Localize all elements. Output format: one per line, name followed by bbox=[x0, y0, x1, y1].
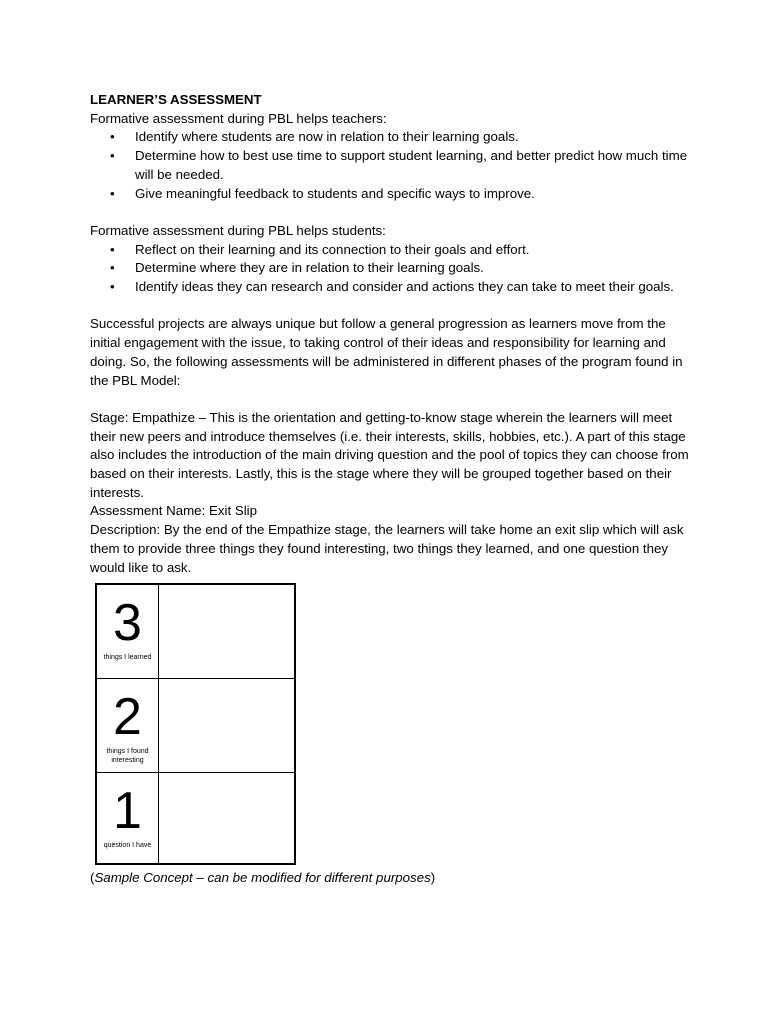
students-bullet-list bbox=[90, 241, 690, 297]
caption-close-paren: ) bbox=[430, 870, 436, 886]
exit-slip-caption: things I found interesting bbox=[106, 748, 149, 765]
list-item bbox=[90, 278, 690, 297]
list-item bbox=[90, 128, 690, 147]
list-item-text: Reflect on their learning and its connection to their goals and effort. bbox=[135, 241, 530, 257]
exit-slip-answer-cell bbox=[159, 773, 294, 863]
teachers-bullet-list bbox=[90, 128, 690, 203]
list-item-text: Identify where students are now in relation to their learning goals. bbox=[135, 129, 519, 145]
exit-slip-answer-cell bbox=[159, 585, 294, 678]
list-item-text: Determine where they are in relation to their learning goals. bbox=[135, 260, 484, 276]
bullet-icon: • bbox=[110, 260, 115, 276]
exit-slip-row bbox=[97, 585, 294, 679]
bullet-icon: • bbox=[110, 241, 115, 257]
assessment-description: Description: By the end of the Empathize stage, the learners will take home an exit slip which will ask them to provide three things they found interesting, two things they learned, and one question they would like to ask. bbox=[90, 522, 684, 575]
list-item bbox=[90, 147, 690, 184]
students-intro: Formative assessment during PBL helps students: bbox=[90, 222, 386, 238]
bullet-icon: • bbox=[110, 185, 115, 201]
exit-slip-number: 2 bbox=[113, 688, 142, 747]
exit-slip-caption: things I learned bbox=[103, 654, 152, 662]
spacer bbox=[90, 390, 690, 409]
exit-slip-row bbox=[97, 679, 294, 773]
list-item bbox=[90, 259, 690, 278]
exit-slip-label-cell bbox=[97, 773, 159, 863]
caption-open-paren: ( bbox=[90, 870, 95, 886]
list-item bbox=[90, 185, 690, 204]
figure-caption bbox=[90, 869, 690, 888]
exit-slip-table bbox=[95, 583, 296, 865]
exit-slip-number: 1 bbox=[113, 782, 142, 841]
bullet-icon: • bbox=[110, 279, 115, 295]
exit-slip-row bbox=[97, 773, 294, 863]
section-heading: LEARNER’S ASSESSMENT bbox=[90, 92, 262, 107]
spacer bbox=[90, 297, 690, 316]
list-item-text: Determine how to best use time to support student learning, and better predict how much time will be needed. bbox=[135, 148, 688, 182]
assessment-name: Assessment Name: Exit Slip bbox=[90, 503, 258, 519]
teachers-intro: Formative assessment during PBL helps teachers: bbox=[90, 110, 387, 126]
document-page bbox=[90, 91, 690, 888]
list-item-text: Give meaningful feedback to students and specific ways to improve. bbox=[135, 185, 535, 201]
exit-slip-number: 3 bbox=[113, 594, 142, 653]
exit-slip-caption: question I have bbox=[103, 842, 152, 850]
spacer bbox=[90, 203, 690, 222]
exit-slip-answer-cell bbox=[159, 679, 294, 772]
exit-slip-label-cell bbox=[97, 585, 159, 678]
stage-paragraph: Stage: Empathize – This is the orientation and getting-to-know stage wherein the learners will meet their new peers and introduce themselves (i.e. their interests, skills, hobbies, etc.). A part of this stage also includes the introduction of the main driving question and the pool of topics they can choose from based on their interests. Lastly, this is the stage where they will be grouped together based on their interests. bbox=[90, 409, 689, 500]
progression-paragraph: Successful projects are always unique but follow a general progression as learners move from the initial engagement with the issue, to taking control of their ideas and responsibility for learning and doing. So, the following assessments will be administered in different phases of the program found in the PBL Model: bbox=[90, 316, 683, 388]
bullet-icon: • bbox=[110, 148, 115, 164]
bullet-icon: • bbox=[110, 129, 115, 145]
list-item bbox=[90, 241, 690, 260]
caption-text: Sample Concept – can be modified for different purposes bbox=[94, 870, 431, 886]
list-item-text: Identify ideas they can research and consider and actions they can take to meet their goals. bbox=[135, 279, 674, 295]
exit-slip-label-cell bbox=[97, 679, 159, 772]
